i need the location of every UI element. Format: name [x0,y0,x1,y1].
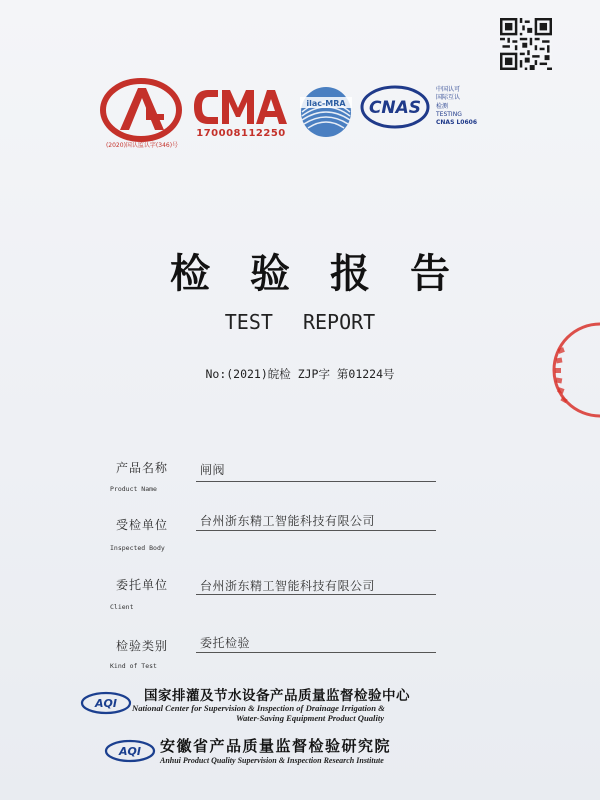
field-label-cn: 受检单位 [116,518,169,532]
institution-1-name-en-line2: Water-Saving Equipment Product Quality [235,713,385,723]
aqi-logo-icon [104,738,156,764]
cnas-text: CNAS [368,98,422,118]
field-label-en: Product Name [110,485,157,493]
cma-logo-icon [190,84,290,130]
field-label-cn: 检验类别 [116,639,169,653]
aqi-logo-text: AQI [95,697,117,710]
cnas-side-line: CNAS L0606 [436,119,478,127]
field-label-en: Inspected Body [110,544,165,552]
field-value: 台州浙东精工智能科技有限公司 [200,579,376,593]
aqi-logo-icon [80,690,132,716]
cma-number: 170008112250 [196,128,286,139]
cnas-side-line: 检测 [436,102,449,110]
field-underline [196,652,436,653]
qr-code-icon [500,18,552,70]
cnas-side-line: 国际互认 [436,94,461,102]
field-underline [196,530,436,531]
field-underline [196,481,436,482]
report-number: No:(2021)皖检 ZJP字 第01224号 [205,367,395,381]
cal-caption: (2020)国认监认字(346)号 [105,142,179,149]
cal-logo-icon [98,78,184,148]
institution-2-name-en: Anhui Product Quality Supervision & Inspection Research Institute [160,756,384,765]
report-title-en: TEST REPORT [224,310,376,334]
field-underline [196,594,436,595]
field-label-en: Client [110,603,134,611]
field-value: 委托检验 [200,636,251,650]
institution-1-name-en-line1: National Center for Supervision & Inspection of Drainage Irrigation & [132,703,385,713]
aqi-logo-text: AQI [119,745,141,758]
ilac-text: ilac-MRA [306,99,346,108]
cnas-side-line: TESTING [436,110,462,118]
field-label-cn: 委托单位 [116,578,169,592]
institution-2-name-cn: 安徽省产品质量监督检验研究院 [160,737,392,755]
cnas-side-text [436,86,506,127]
ilac-mra-logo-icon [296,82,356,138]
field-value: 台州浙东精工智能科技有限公司 [200,514,376,528]
cnas-side-line: 中国认可 [436,86,461,93]
red-seal-stamp-icon [548,318,600,422]
field-label-en: Kind of Test [110,662,157,670]
cnas-logo-icon [360,84,430,130]
report-title-cn: 检验报告 [170,251,490,297]
field-label-cn: 产品名称 [116,461,169,475]
institution-1-name-cn: 国家排灌及节水设备产品质量监督检验中心 [144,688,410,704]
field-value: 闸阀 [200,463,226,477]
